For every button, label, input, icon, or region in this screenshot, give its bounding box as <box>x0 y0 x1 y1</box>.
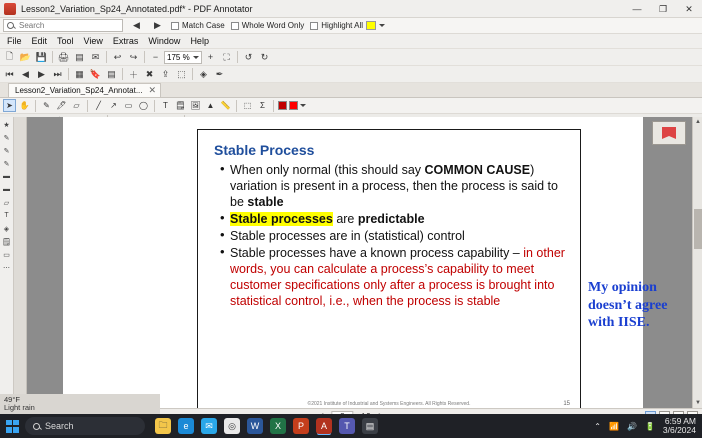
document-tab-strip <box>0 83 702 98</box>
stamp-preset-icon[interactable]: ◈ <box>3 225 10 233</box>
network-icon[interactable]: 📶 <box>609 421 619 431</box>
menu-item-extras[interactable]: Extras <box>112 36 139 46</box>
eraser-icon[interactable]: ▱ <box>73 101 80 110</box>
excel-icon[interactable]: X <box>270 418 286 434</box>
search-icon <box>7 22 14 29</box>
weather-temperature: 49°F <box>4 394 20 404</box>
page-layout-icon[interactable]: ▤ <box>107 68 116 79</box>
slide-title: Stable Process <box>214 142 315 158</box>
note-preset-icon[interactable]: 🗒 <box>2 238 11 246</box>
edge-browser-icon[interactable]: e <box>178 418 194 434</box>
flag-icon <box>662 127 676 139</box>
match-case-checkbox[interactable] <box>171 21 225 30</box>
menu-item-view[interactable]: View <box>83 36 103 46</box>
left-tool-rail <box>0 117 14 408</box>
stamp-icon[interactable]: ◈ <box>200 68 207 79</box>
highlight-all-label: Highlight All <box>321 21 364 30</box>
weather-condition: Light rain <box>4 403 35 412</box>
page-prev-icon[interactable]: ◀ <box>22 68 29 79</box>
vertical-scrollbar[interactable] <box>692 117 702 408</box>
extract-page-icon[interactable]: ⇪ <box>161 68 170 79</box>
rectangle-icon[interactable]: ▭ <box>124 101 133 110</box>
window-title: Lesson2_Variation_Sp24_Annotated.pdf* - PDF Annotator <box>21 3 253 14</box>
marker-preset-pink-icon[interactable]: ▬ <box>3 186 10 193</box>
pdf-annotator-icon[interactable]: A <box>316 418 332 434</box>
highlight-color-swatch[interactable] <box>366 21 376 30</box>
fit-page-icon[interactable]: ⛶ <box>223 51 230 62</box>
document-tab-label: Lesson2_Variation_Sp24_Annotat... <box>15 86 143 95</box>
chrome-browser-icon[interactable]: ◎ <box>224 418 240 434</box>
taskbar-clock[interactable] <box>663 417 696 436</box>
scroll-down-icon[interactable]: ▼ <box>695 400 701 406</box>
windows-start-icon[interactable] <box>6 420 19 433</box>
summary-icon[interactable]: Σ <box>260 101 265 110</box>
zoom-in-icon[interactable]: + <box>207 52 214 62</box>
handwritten-annotation[interactable]: My opinion doesn’t agree with IISE. <box>588 280 668 330</box>
toolbar-separator <box>52 51 53 63</box>
note-icon[interactable]: 🗒 <box>175 101 186 110</box>
clock-date: 3/6/2024 <box>662 425 696 435</box>
bullet-item-4: • Stable processes have a known process capability – in other words, you can calculate a process’s capability to meet customer specifications only after a process is brought into statistical control, i.e., when the process is stable <box>220 245 568 309</box>
open-document-icon[interactable]: 📂 <box>19 51 32 62</box>
whole-word-label: Whole Word Only <box>241 21 305 30</box>
highlight-all-box <box>310 22 318 30</box>
whole-word-checkbox[interactable] <box>231 21 305 30</box>
taskbar-app-icons <box>155 418 378 434</box>
text-box-icon[interactable]: T <box>163 101 168 110</box>
marker-icon[interactable]: 🖊 <box>56 101 67 110</box>
toolbar-separator <box>154 100 155 112</box>
match-case-label: Match Case <box>182 21 225 30</box>
weather-widget[interactable] <box>0 394 160 414</box>
toolbar-separator <box>144 51 145 63</box>
crop-icon[interactable]: ⬚ <box>177 68 186 79</box>
menu-item-window[interactable]: Window <box>148 36 181 46</box>
slide-number: 15 <box>563 401 570 407</box>
teams-icon[interactable]: T <box>339 418 355 434</box>
document-tab[interactable] <box>8 83 161 97</box>
page-last-icon[interactable]: ⏭ <box>53 68 62 79</box>
maximize-button[interactable]: ❐ <box>658 3 668 14</box>
text-preset-icon[interactable]: T <box>4 212 9 219</box>
toolbar-separator <box>122 68 123 80</box>
save-document-icon[interactable]: 💾 <box>35 51 48 62</box>
line-icon[interactable]: ╱ <box>96 101 101 110</box>
delete-page-icon[interactable]: ✖ <box>145 68 154 79</box>
chevron-down-icon[interactable] <box>300 104 306 107</box>
taskbar <box>0 414 702 438</box>
thumbnails-icon[interactable]: ▦ <box>75 68 84 79</box>
ellipse-icon[interactable]: ◯ <box>139 101 148 110</box>
zoom-level-field[interactable] <box>164 51 202 64</box>
undo-icon[interactable]: ↩ <box>113 51 122 62</box>
volume-icon[interactable]: 🔊 <box>626 421 637 431</box>
workspace <box>0 117 702 408</box>
find-toolbar <box>0 18 702 34</box>
battery-icon[interactable]: 🔋 <box>644 421 655 431</box>
chevron-down-icon[interactable] <box>193 56 199 59</box>
menu-item-help[interactable]: Help <box>190 36 209 46</box>
calculator-icon[interactable]: ▤ <box>362 418 378 434</box>
print-icon[interactable]: 🖨 <box>57 51 70 62</box>
ruler-icon[interactable]: 📏 <box>220 101 231 110</box>
hand-icon[interactable]: ✋ <box>19 101 30 110</box>
scan-icon[interactable]: ▤ <box>75 51 84 62</box>
rotate-left-icon[interactable]: ↺ <box>244 51 253 62</box>
mail-icon[interactable]: ✉ <box>201 418 217 434</box>
eraser-preset-icon[interactable]: ▱ <box>3 199 10 207</box>
select-region-icon[interactable]: ⬚ <box>243 101 252 110</box>
pen-icon[interactable]: ✎ <box>43 101 50 110</box>
find-next-button[interactable]: ▶ <box>154 20 161 30</box>
scroll-up-icon[interactable]: ▲ <box>695 119 701 125</box>
pen-preset-blue-icon[interactable]: ✎ <box>3 147 10 155</box>
menu-item-file[interactable]: File <box>7 36 22 46</box>
minimize-button[interactable]: — <box>632 4 642 14</box>
toolbar-separator <box>273 100 274 112</box>
annotation-toolbar <box>0 98 702 114</box>
window-title-bar <box>0 0 702 18</box>
bullet-item-1: • When only normal (this should say COMMON CAUSE) variation is present in a process, then the process is said to be stable <box>220 162 568 210</box>
toolbar-separator <box>237 51 238 63</box>
shape-preset-icon[interactable]: ▭ <box>3 251 10 259</box>
rotate-right-icon[interactable]: ↻ <box>260 51 269 62</box>
color-swatch-darkred[interactable] <box>278 101 287 110</box>
color-swatch-red[interactable] <box>289 101 298 110</box>
secondary-toolbar <box>0 66 702 83</box>
zoom-out-icon[interactable]: − <box>152 52 159 62</box>
chevron-down-icon[interactable] <box>379 24 385 27</box>
powerpoint-icon[interactable]: P <box>293 418 309 434</box>
menu-item-tool[interactable]: Tool <box>57 36 74 46</box>
find-prev-button[interactable]: ◀ <box>133 20 140 30</box>
signature-icon[interactable]: ✒ <box>215 68 224 79</box>
match-case-box <box>171 22 179 30</box>
toolbar-separator <box>236 100 237 112</box>
email-icon[interactable]: ✉ <box>91 51 100 62</box>
file-explorer-icon[interactable]: 🗀 <box>155 418 171 434</box>
toolbar-separator <box>192 68 193 80</box>
sticky-note-annotation[interactable] <box>652 121 686 145</box>
toolbar-separator <box>87 100 88 112</box>
zoom-level-value: 175 % <box>167 52 190 62</box>
more-tools-icon[interactable]: ⋯ <box>3 264 10 272</box>
search-input[interactable] <box>17 20 119 31</box>
toolbar-separator <box>68 68 69 80</box>
pen-preset-green-icon[interactable]: ✎ <box>3 160 10 168</box>
favorites-icon[interactable]: ★ <box>3 121 10 129</box>
taskbar-search-placeholder: Search <box>45 421 74 431</box>
page-next-icon[interactable]: ▶ <box>38 68 45 79</box>
page-first-icon[interactable]: ⏮ <box>5 68 14 79</box>
search-box[interactable] <box>3 19 123 32</box>
pen-preset-red-icon[interactable]: ✎ <box>3 134 10 142</box>
pdf-page[interactable] <box>63 117 668 408</box>
menu-item-edit[interactable]: Edit <box>31 36 48 46</box>
slide-bullet-list <box>210 162 568 309</box>
toolbar-separator <box>106 51 107 63</box>
shapes-icon[interactable]: ▲ <box>206 101 215 110</box>
chevron-up-icon[interactable]: ⌃ <box>594 421 601 431</box>
scrollbar-thumb[interactable] <box>694 209 702 249</box>
slide-content <box>197 129 581 408</box>
insert-page-icon[interactable]: ＋ <box>128 69 138 80</box>
document-canvas[interactable] <box>27 117 692 408</box>
bullet-item-2: • Stable processes are predictable <box>220 211 568 227</box>
slide-copyright: ©2021 Institute of Industrial and Systems Engineers. All Rights Reserved. <box>307 401 471 407</box>
cursor-icon[interactable]: ➤ <box>3 99 16 112</box>
main-toolbar <box>0 49 702 66</box>
image-icon[interactable]: 🖼 <box>190 101 201 110</box>
menu-bar <box>0 34 702 49</box>
clock-time: 6:59 AM <box>664 415 696 426</box>
close-icon[interactable]: ✕ <box>148 85 157 95</box>
window-controls <box>624 0 702 18</box>
app-icon <box>4 3 16 15</box>
whole-word-box <box>231 22 239 30</box>
taskbar-search[interactable] <box>25 417 145 435</box>
redo-icon[interactable]: ↪ <box>129 51 138 62</box>
word-icon[interactable]: W <box>247 418 263 434</box>
marker-preset-yellow-icon[interactable]: ▬ <box>3 173 10 180</box>
highlight-all-checkbox[interactable] <box>310 21 385 30</box>
new-document-icon[interactable]: 🗋 <box>5 51 14 61</box>
bookmarks-icon[interactable]: 🔖 <box>89 68 102 79</box>
system-tray <box>594 417 696 436</box>
toolbar-separator <box>35 100 36 112</box>
search-icon <box>33 423 40 430</box>
bullet-item-3: • Stable processes are in (statistical) control <box>220 228 568 244</box>
close-button[interactable]: ✕ <box>685 3 693 14</box>
arrow-icon[interactable]: ↗ <box>110 101 117 110</box>
thumbnail-panel[interactable] <box>14 117 27 408</box>
